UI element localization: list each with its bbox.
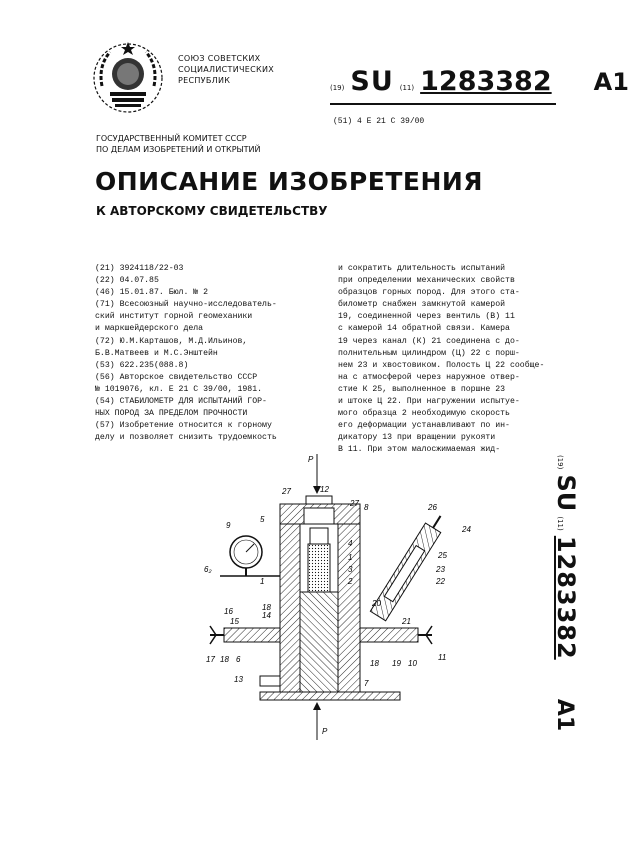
drawing-reference-number: 10 <box>408 659 417 668</box>
text-line: НЫХ ПОРОД ЗА ПРЕДЕЛОМ ПРОЧНОСТИ <box>95 409 248 419</box>
document-subtitle: К АВТОРСКОМУ СВИДЕТЕЛЬСТВУ <box>96 204 328 218</box>
drawing-reference-number: 5 <box>260 515 265 524</box>
patent-number-block <box>330 66 629 97</box>
org-line: РЕСПУБЛИК <box>178 76 231 85</box>
text-line: (46) 15.01.87. Бюл. № 2 <box>95 288 209 298</box>
patent-kind: A1 <box>593 68 629 96</box>
text-line: дикатору 13 при вращении рукояти <box>338 433 496 443</box>
text-line: при определении механических свойств <box>338 276 515 286</box>
text-line: (53) 622.235(088.8) <box>95 360 189 370</box>
drawing-reference-number: 21 <box>402 617 411 626</box>
drawing-reference-number: 13 <box>234 675 243 684</box>
text-line: В 11. При этом малосжимаемая жид- <box>338 445 501 455</box>
drawing-reference-number: 6₂ <box>204 565 212 574</box>
side-patent-kind: A1 <box>552 698 577 732</box>
drawing-reference-number: 1 <box>260 577 265 586</box>
drawing-reference-number: 3 <box>348 565 353 574</box>
committee-line: ПО ДЕЛАМ ИЗОБРЕТЕНИЙ И ОТКРЫТИЙ <box>96 145 261 154</box>
org-line: СОЮЗ СОВЕТСКИХ <box>178 54 261 63</box>
side-country-tag: (19) <box>556 455 564 470</box>
drawing-reference-number: 22 <box>436 577 445 586</box>
abstract-column <box>338 263 550 457</box>
text-line: делу и позволяет снизить трудоемкость <box>95 433 277 443</box>
committee-line: ГОСУДАРСТВЕННЫЙ КОМИТЕТ СССР <box>96 134 247 143</box>
patent-number: 1283382 <box>420 66 552 97</box>
text-line: ский институт горной геомеханики <box>95 312 253 322</box>
side-patent-number <box>552 455 600 775</box>
text-line: (57) Изобретение относится к горному <box>95 421 272 431</box>
text-line: (21) 3924118/22-03 <box>95 264 184 273</box>
drawing-reference-number: 11 <box>438 653 447 662</box>
drawing-reference-number: 12 <box>320 485 329 494</box>
text-line: нем 23 и хвостовиком. Полость Ц 22 сообще- <box>338 360 545 370</box>
text-line: (54) СТАБИЛОМЕТР ДЛЯ ИСПЫТАНИЙ ГОР- <box>95 397 267 407</box>
text-line: 19, соединенной через вентиль (В) 11 <box>338 312 515 322</box>
text-line: на с атмосферой через наружное отвер- <box>338 372 520 382</box>
text-line: (71) Всесоюзный научно-исследователь- <box>95 300 277 310</box>
text-line: мого образца 2 необходимую скорость <box>338 409 510 419</box>
drawing-reference-number: 4 <box>348 539 353 548</box>
text-line: Б.В.Матвеев и М.С.Энштейн <box>95 348 218 358</box>
drawing-label-p-top: P <box>308 455 314 464</box>
drawing-reference-number: 18 <box>370 659 379 668</box>
text-line: (56) Авторское свидетельство СССР <box>95 372 258 382</box>
side-country-code: SU <box>552 474 580 512</box>
organization-name <box>178 53 274 86</box>
drawing-reference-number: 9 <box>226 521 231 530</box>
side-patent-number-value: 1283382 <box>552 535 580 660</box>
text-line: образцов горных пород. Для этого ста- <box>338 288 520 298</box>
number-tag: (11) <box>399 84 415 92</box>
drawing-reference-number: 19 <box>392 659 401 668</box>
ussr-emblem <box>88 36 168 116</box>
text-line: (22) 04.07.85 <box>95 276 159 286</box>
text-line: с камерой 14 обратной связи. Камера <box>338 324 510 334</box>
ipc-classification: (51) 4 E 21 C 39/00 <box>333 117 425 126</box>
drawing-reference-number: 25 <box>438 551 447 560</box>
drawing-reference-number: 16 <box>224 607 233 616</box>
drawing-reference-number: 2 <box>348 577 353 586</box>
text-line: № 1019076, кл. Е 21 С 39/00, 1981. <box>95 384 263 394</box>
committee-name <box>96 133 260 155</box>
drawing-reference-number: 7 <box>364 679 369 688</box>
drawing-reference-number: 17 <box>206 655 215 664</box>
text-line: стие К 25, выполненное в поршне 23 <box>338 384 506 394</box>
text-line: билометр снабжен замкнутой камерой <box>338 300 506 310</box>
drawing-reference-number: 23 <box>436 565 445 574</box>
country-code-tag: (19) <box>330 84 345 92</box>
bibliographic-column <box>95 263 325 444</box>
side-number-tag: (11) <box>556 516 564 531</box>
text-line: 19 через канал (К) 21 соединена с до- <box>338 336 520 346</box>
text-line: полнительным цилиндром (Ц) 22 с порш- <box>338 348 520 358</box>
text-line: и сократить длительность испытаний <box>338 264 506 273</box>
drawing-reference-number: 15 <box>230 617 239 626</box>
drawing-reference-number: 18 <box>220 655 229 664</box>
drawing-reference-number: 6 <box>236 655 241 664</box>
drawing-reference-number: 26 <box>428 503 437 512</box>
text-line: (72) Ю.М.Карташов, М.Д.Ильинов, <box>95 336 248 346</box>
stabilometer-drawing <box>200 448 480 748</box>
drawing-reference-number: 18 <box>262 603 271 612</box>
org-line: СОЦИАЛИСТИЧЕСКИХ <box>178 65 275 74</box>
header-rule <box>330 103 556 105</box>
text-line: и маркшейдерского дела <box>95 324 204 334</box>
drawing-reference-number: 8 <box>364 503 369 512</box>
drawing-reference-number: 27 <box>350 499 359 508</box>
drawing-reference-number: 1 <box>348 553 353 562</box>
text-line: и штоке Ц 22. При нагружении испытуе- <box>338 397 520 407</box>
drawing-reference-number: 20 <box>372 599 381 608</box>
document-title: ОПИСАНИЕ ИЗОБРЕТЕНИЯ <box>95 167 484 196</box>
text-line: его деформации устанавливают по ин- <box>338 421 510 431</box>
drawing-reference-number: 24 <box>462 525 471 534</box>
country-code: SU <box>350 66 394 97</box>
drawing-reference-number: 14 <box>262 611 271 620</box>
drawing-reference-number: 27 <box>282 487 291 496</box>
drawing-label-p-bottom: P <box>322 727 328 736</box>
